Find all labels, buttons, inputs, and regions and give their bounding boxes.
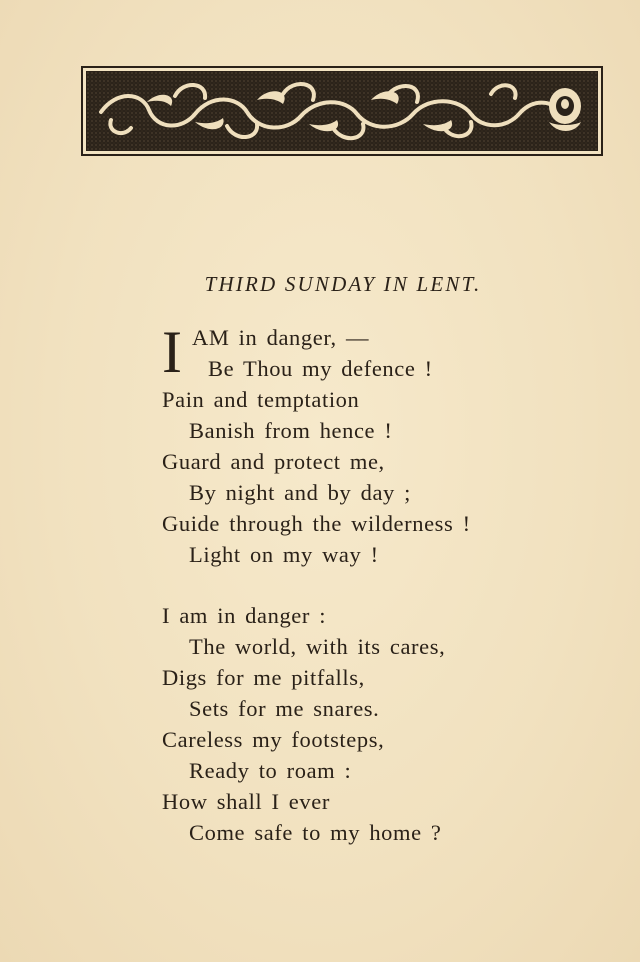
ornamental-header-banner [81,66,603,156]
poem-body [162,319,471,848]
poem-line: Sets for me snares. [189,696,380,721]
ornament-panel [86,71,598,151]
poem-line: Banish from hence ! [189,418,393,443]
poem-line: Come safe to my home ? [189,820,442,845]
poem-line: Be Thou my defence ! [208,356,433,381]
poem-line: How shall I ever [162,789,330,814]
stanza-2 [162,600,471,848]
drop-cap: I [162,319,183,385]
poem-line: Guide through the wilderness ! [162,511,471,536]
poem-line: Light on my way ! [189,542,379,567]
poem-line: Ready to roam : [189,758,352,783]
poem-line: The world, with its cares, [189,634,446,659]
page-title: THIRD SUNDAY IN LENT. [204,272,482,296]
poem-line-text: AM in danger, — [192,325,370,350]
poem-line: Careless my footsteps, [162,727,385,752]
stanza-divider [162,570,471,600]
poem-line: I am in danger : [162,603,327,628]
floral-scroll-ornament-icon [87,72,597,150]
poem-line: Digs for me pitfalls, [162,665,365,690]
poem-line: Pain and temptation [162,387,360,412]
poem-line: By night and by day ; [189,480,411,505]
poem-line: Guard and protect me, [162,449,385,474]
stanza-1 [162,319,471,570]
